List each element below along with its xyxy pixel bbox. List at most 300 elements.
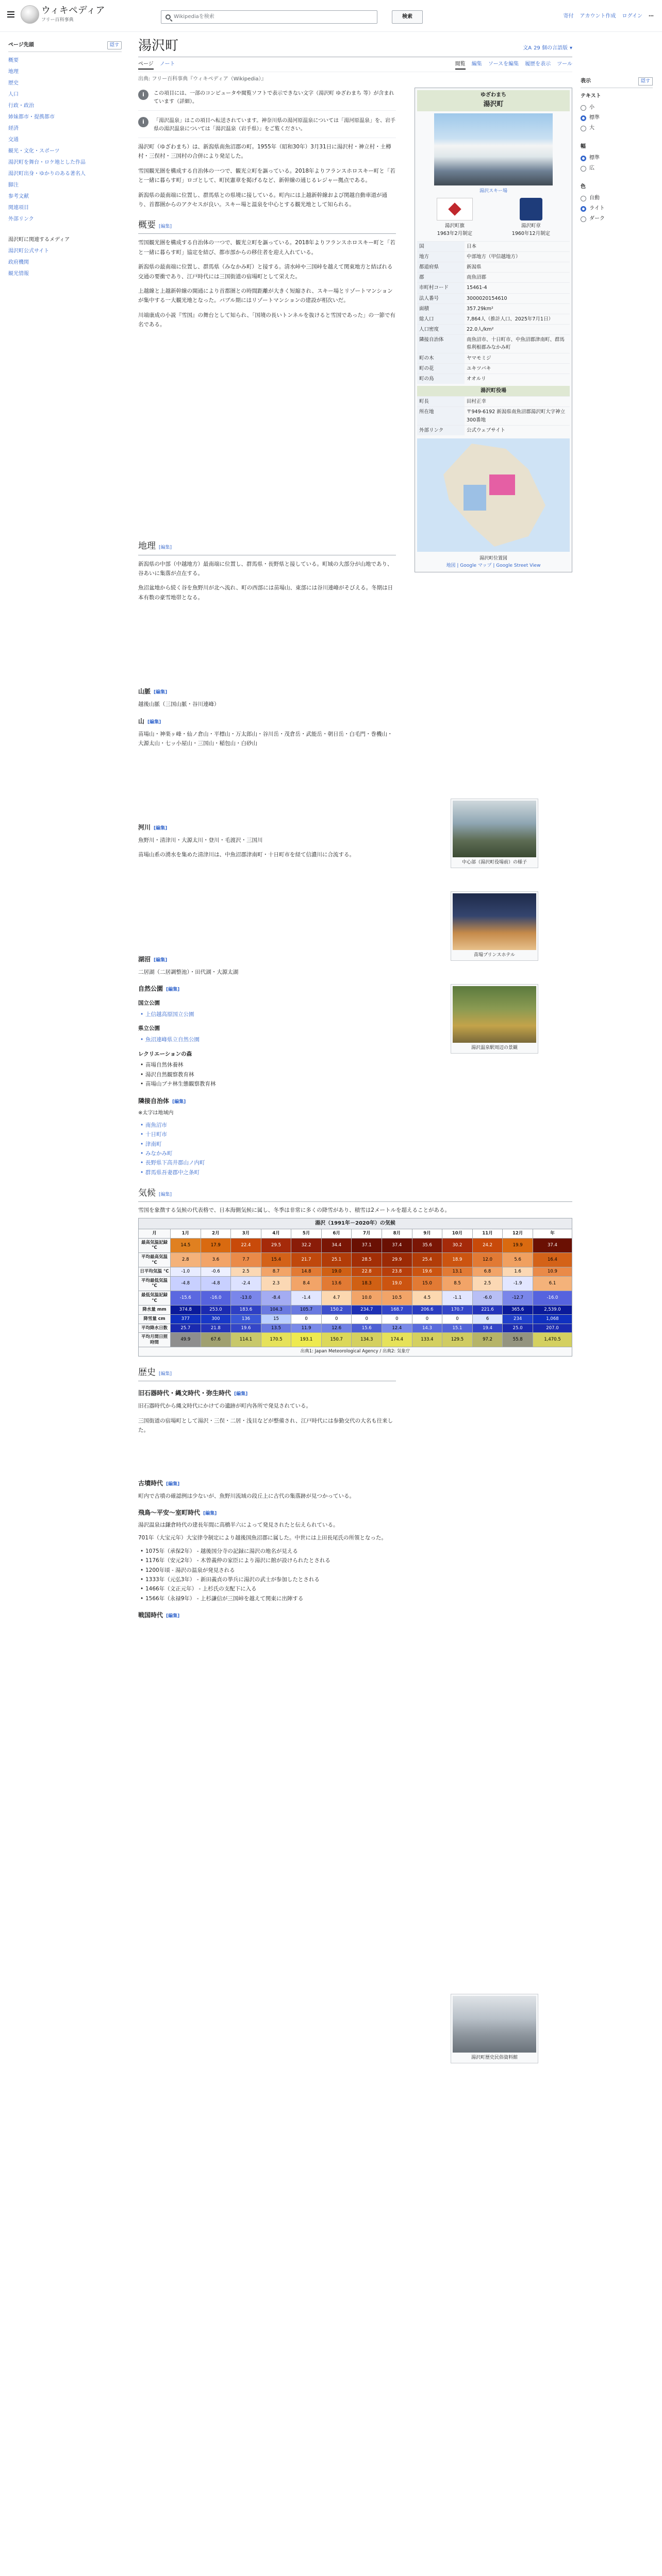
climate-cell: -0.6 bbox=[201, 1267, 231, 1277]
climate-cell: -12.7 bbox=[503, 1291, 533, 1306]
edit-link[interactable]: [編集] bbox=[159, 1371, 172, 1377]
climate-cell: 13.6 bbox=[321, 1276, 352, 1291]
infobox-key: 国 bbox=[417, 242, 465, 251]
climate-cell: 37.4 bbox=[382, 1238, 412, 1252]
width-standard[interactable] bbox=[581, 153, 653, 163]
climate-cell: 21.8 bbox=[201, 1324, 231, 1333]
toc-item[interactable]: 関連項目 bbox=[8, 205, 29, 211]
paragraph: 町内で古墳の確認例は少ないが、魚野川流域の段丘上に古代の集落跡が見つかっている。 bbox=[138, 1493, 355, 1499]
infobox-row bbox=[417, 241, 570, 251]
page-title: 湯沢町 bbox=[138, 38, 179, 54]
climate-source-row bbox=[139, 1347, 572, 1357]
climate-cell: 19.9 bbox=[503, 1238, 533, 1252]
radio-label: 小 bbox=[589, 105, 594, 111]
climate-row-label: 最低気温記録 °C bbox=[139, 1291, 171, 1306]
infobox-key: 町の鳥 bbox=[417, 374, 465, 384]
climate-row-label: 日平均気温 °C bbox=[139, 1267, 171, 1277]
wikipedia-logo-icon[interactable] bbox=[21, 5, 39, 24]
subsection-title: 隣接自治体 bbox=[138, 1097, 170, 1105]
infobox-key: 法人番号 bbox=[417, 294, 465, 303]
logo-title: ウィキペディア bbox=[41, 5, 105, 16]
section-title: 概要 bbox=[138, 220, 156, 231]
office-title: 湯沢町役場 bbox=[417, 386, 570, 396]
climate-cell: -1.9 bbox=[503, 1276, 533, 1291]
climate-cell: 19.4 bbox=[472, 1324, 503, 1333]
neighbors-list bbox=[138, 1121, 396, 1177]
main-content bbox=[138, 37, 572, 2060]
flag-date: 1963年2月制定 bbox=[437, 231, 473, 237]
color-auto[interactable] bbox=[581, 193, 653, 204]
figure bbox=[451, 1994, 538, 2063]
infobox-value: 新潟県 bbox=[467, 264, 482, 270]
climate-cell: 1.6 bbox=[503, 1267, 533, 1277]
radio-icon bbox=[581, 166, 586, 172]
climate-row-label: 降水量 mm bbox=[139, 1306, 171, 1315]
edit-link[interactable]: [編集] bbox=[159, 1192, 172, 1198]
edit-link[interactable]: [編集] bbox=[203, 1511, 217, 1517]
spacer bbox=[138, 1440, 396, 1471]
edit-link[interactable]: [編集] bbox=[154, 690, 168, 696]
park-link[interactable]: • 魚沼連峰県立自然公園 bbox=[145, 1035, 396, 1044]
menu-icon[interactable] bbox=[7, 11, 14, 18]
more-icon[interactable]: ⋯ bbox=[649, 13, 654, 19]
climate-cell: 14.8 bbox=[291, 1267, 322, 1277]
search-input[interactable] bbox=[161, 10, 377, 24]
neighbor-link[interactable]: • 南魚沼市 bbox=[145, 1121, 396, 1130]
radio-label: 大 bbox=[589, 125, 594, 131]
climate-month-header: 11月 bbox=[472, 1229, 503, 1239]
infobox-value: 南魚沼市、十日町市、中魚沼郡津南町、群馬県利根郡みなかみ町 bbox=[467, 337, 565, 351]
climate-cell: 10.5 bbox=[382, 1291, 412, 1306]
climate-cell: 21.7 bbox=[291, 1252, 322, 1267]
subsection-kofun bbox=[138, 1479, 396, 1488]
language-count: 29 個の言語版 bbox=[534, 45, 568, 51]
climate-cell: 1,068 bbox=[533, 1314, 572, 1324]
toc-item[interactable]: 地理 bbox=[8, 69, 19, 75]
subsection-title: 河川 bbox=[138, 823, 151, 831]
infobox-value: オオルリ bbox=[467, 376, 486, 382]
climate-caption: 湯沢（1991年－2020年）の気候 bbox=[138, 1218, 572, 1229]
climate-cell: 35.6 bbox=[412, 1238, 442, 1252]
neighbor-link[interactable]: • 津南町 bbox=[145, 1140, 396, 1149]
toc-hide-button[interactable]: 隠す bbox=[107, 41, 122, 49]
edit-link[interactable]: [編集] bbox=[159, 545, 172, 551]
climate-month-header: 12月 bbox=[503, 1229, 533, 1239]
toc-header bbox=[8, 41, 122, 52]
climate-cell: 2.5 bbox=[231, 1267, 261, 1277]
infobox-key: 都道府県 bbox=[417, 262, 465, 272]
tab-edit[interactable]: 編集 bbox=[471, 61, 482, 67]
appearance-panel bbox=[581, 77, 653, 233]
login-link[interactable]: ログイン bbox=[622, 13, 642, 19]
climate-month-header: 1月 bbox=[171, 1229, 201, 1239]
flag-label: 湯沢町旗 bbox=[444, 223, 465, 229]
color-title: 色 bbox=[581, 184, 586, 190]
toc-item[interactable]: 脚注 bbox=[8, 182, 19, 189]
climate-cell: 300 bbox=[201, 1314, 231, 1324]
climate-cell: -8.4 bbox=[261, 1291, 291, 1306]
climate-cell: 24.2 bbox=[472, 1238, 503, 1252]
climate-cell: 0 bbox=[412, 1314, 442, 1324]
create-account-link[interactable]: アカウント作成 bbox=[580, 13, 616, 19]
width-wide[interactable] bbox=[581, 163, 653, 174]
paragraph: 魚野川・清津川・大源太川・登川・毛渡沢・三国川 bbox=[138, 837, 263, 843]
color-light[interactable] bbox=[581, 204, 653, 214]
town-center-image[interactable] bbox=[453, 801, 536, 857]
donate-link[interactable]: 寄付 bbox=[563, 13, 574, 19]
text-size-title: テキスト bbox=[581, 93, 601, 99]
radio-selected-icon bbox=[581, 206, 586, 212]
edit-link[interactable]: [編集] bbox=[166, 1481, 180, 1487]
history-column bbox=[138, 1366, 396, 1501]
edit-link[interactable]: [編集] bbox=[154, 957, 168, 963]
climate-cell: 193.1 bbox=[291, 1333, 322, 1347]
infobox-row bbox=[417, 334, 570, 352]
section-climate bbox=[138, 1187, 572, 1202]
infobox-row bbox=[417, 282, 570, 293]
climate-cell: 22.8 bbox=[352, 1267, 382, 1277]
neighbors-note: ※太字は地域内 bbox=[138, 1110, 174, 1116]
infobox-value: 中部地方（甲信越地方） bbox=[467, 253, 521, 260]
museum-image[interactable] bbox=[453, 1996, 536, 2053]
text-size-large[interactable] bbox=[581, 123, 653, 133]
infobox-value: 3000020154610 bbox=[467, 295, 507, 301]
text-size-small[interactable] bbox=[581, 103, 653, 113]
climate-cell: 365.6 bbox=[503, 1306, 533, 1315]
infobox-key: 面積 bbox=[417, 304, 465, 314]
climate-cell: 0 bbox=[442, 1314, 473, 1324]
paragraph: 越後山脈（三国山脈・谷川連峰） bbox=[138, 701, 220, 708]
climate-cell: -6.0 bbox=[472, 1291, 503, 1306]
spacer bbox=[138, 334, 396, 530]
page-tabs bbox=[138, 60, 572, 72]
paragraph: 苗場山系の湧水を集めた清津川は、中魚沼郡津南町・十日町市を経て信濃川に合流する。 bbox=[138, 852, 355, 858]
paragraph: 二居湖（二居調整池）・田代湖・大源太湖 bbox=[138, 969, 239, 975]
subsection-title: 戦国時代 bbox=[138, 1612, 163, 1619]
radio-label: 標準 bbox=[589, 115, 600, 121]
intro-paragraph: 湯沢町（ゆざわまち）は、新潟県南魚沼郡の町。1955年（昭和30年）3月31日に湯沢村・神立村・土樽村・三俣村・三国村の合併により発足した。 bbox=[138, 144, 391, 160]
title-row bbox=[138, 37, 572, 57]
hotel-image[interactable] bbox=[453, 893, 536, 950]
infobox-value: 公式ウェブサイト bbox=[467, 427, 505, 433]
edit-link[interactable]: [編集] bbox=[159, 224, 172, 230]
toc-item[interactable]: 湯沢町を舞台・ロケ地とした作品 bbox=[8, 160, 86, 166]
edit-link[interactable]: [編集] bbox=[147, 719, 161, 725]
climate-month-header: 10月 bbox=[442, 1229, 473, 1239]
figure bbox=[451, 891, 538, 961]
map-land bbox=[438, 444, 551, 547]
climate-cell: -1.0 bbox=[171, 1267, 201, 1277]
climate-row-label: 平均最高気温 °C bbox=[139, 1252, 171, 1267]
subsection-title: 旧石器時代・縄文時代・弥生時代 bbox=[138, 1389, 231, 1397]
infobox-row bbox=[417, 251, 570, 262]
infobox-row bbox=[417, 262, 570, 272]
paragraph: 旧石器時代から縄文時代にかけての遺跡が町内各所で発見されている。 bbox=[138, 1403, 311, 1410]
climate-source: 出典1: Japan Meteorological Agency / 出典2: 気象庁 bbox=[139, 1347, 572, 1357]
climate-cell: 207.0 bbox=[533, 1324, 572, 1333]
paragraph: 三国街道の宿場町として湯沢・三俣・二居・浅貝などが整備され、江戸時代には参勤交代の大名も往来した。 bbox=[138, 1417, 393, 1434]
appearance-header bbox=[581, 77, 653, 88]
tab-read[interactable]: 閲覧 bbox=[455, 60, 466, 70]
town-flag-icon[interactable] bbox=[437, 198, 473, 221]
national-park-heading: 国立公園 bbox=[138, 1000, 160, 1007]
neighbor-link[interactable]: • 長野県下高井郡山ノ内町 bbox=[145, 1158, 396, 1167]
climate-cell: 136 bbox=[231, 1314, 261, 1324]
climate-cell: 19.0 bbox=[321, 1267, 352, 1277]
climate-row-label: 平均降水日数 bbox=[139, 1324, 171, 1333]
climate-cell: 150.2 bbox=[321, 1306, 352, 1315]
infobox-row bbox=[417, 272, 570, 282]
infobox-key: 地方 bbox=[417, 252, 465, 262]
paragraph: 新潟県の中部（中越地方）最南端に位置し、群馬県・長野県と接している。町域の大部分が山地であり、谷あいに集落が点在する。 bbox=[138, 561, 393, 577]
radio-label: ライト bbox=[589, 206, 605, 212]
climate-cell: 34.4 bbox=[321, 1238, 352, 1252]
climate-cell: 55.8 bbox=[503, 1333, 533, 1347]
subsection-sengoku bbox=[138, 1611, 572, 1620]
figure-caption: 中心部（湯沢町役場前）の様子 bbox=[461, 860, 527, 865]
climate-cell: 25.0 bbox=[503, 1324, 533, 1333]
climate-cell: 105.7 bbox=[291, 1306, 322, 1315]
timeline-item: • 1200年頃 - 湯沢の温泉が発見される bbox=[145, 1566, 572, 1575]
climate-cell: 5.6 bbox=[503, 1252, 533, 1267]
infobox-value: ユキツバキ bbox=[467, 365, 491, 371]
logo-subtitle: フリー百科事典 bbox=[41, 18, 74, 23]
climate-cell: 13.5 bbox=[261, 1324, 291, 1333]
climate-cell: -16.0 bbox=[533, 1291, 572, 1306]
infobox-key: 町長 bbox=[417, 397, 465, 406]
climate-cell: 170.5 bbox=[261, 1333, 291, 1347]
climate-cell: 15 bbox=[261, 1314, 291, 1324]
climate-cell: 170.7 bbox=[442, 1306, 473, 1315]
toc-item[interactable]: 歴史 bbox=[8, 80, 19, 87]
climate-row bbox=[139, 1267, 572, 1277]
section-overview bbox=[138, 218, 396, 234]
infobox-value: 田村正幸 bbox=[467, 399, 487, 405]
climate-cell: 15.6 bbox=[352, 1324, 382, 1333]
infobox-key: 隣接自治体 bbox=[417, 335, 465, 352]
climate-cell: 4.7 bbox=[321, 1291, 352, 1306]
climate-cell: 12.6 bbox=[321, 1324, 352, 1333]
wikipedia-wordmark[interactable] bbox=[41, 5, 105, 24]
climate-month-header: 月 bbox=[139, 1229, 171, 1239]
radio-icon bbox=[581, 126, 586, 131]
top-bar bbox=[0, 0, 662, 32]
subsection-medieval bbox=[138, 1508, 572, 1518]
infobox-key: 郡 bbox=[417, 273, 465, 282]
color-dark[interactable] bbox=[581, 214, 653, 224]
climate-cell: -4.8 bbox=[201, 1276, 231, 1291]
table-of-contents bbox=[8, 41, 122, 280]
climate-month-header: 9月 bbox=[412, 1229, 442, 1239]
paragraph: 雪国観光圏を構成する自治体の一つで、観光立町を謳っている。2018年よりフランスホロスキー町と「若と一緒に暮らす町」協定を結び、都市部からの移住者を迎え入れている。 bbox=[138, 240, 395, 256]
climate-row bbox=[139, 1291, 572, 1306]
tab-talk[interactable]: ノート bbox=[159, 61, 175, 67]
page-source-line: 出典: フリー百科事典『ウィキペディア（Wikipedia）』 bbox=[138, 76, 267, 82]
climate-month-header: 4月 bbox=[261, 1229, 291, 1239]
article-column bbox=[138, 88, 396, 1177]
figure bbox=[451, 799, 538, 868]
seal-date: 1960年12月制定 bbox=[511, 231, 551, 237]
infobox-key: 外部リンク bbox=[417, 426, 465, 435]
national-park-list bbox=[138, 1010, 396, 1019]
map-links[interactable]: 地図 | Google マップ | Google Street View bbox=[446, 563, 541, 569]
translate-icon: 文A bbox=[523, 45, 532, 51]
infobox-value: 日本 bbox=[467, 243, 477, 249]
emblems bbox=[417, 198, 570, 238]
climate-cell: 6.1 bbox=[533, 1276, 572, 1291]
climate-cell: 10.9 bbox=[533, 1267, 572, 1277]
toc-item[interactable]: 人口 bbox=[8, 92, 19, 98]
climate-cell: 17.9 bbox=[201, 1238, 231, 1252]
climate-cell: 18.9 bbox=[442, 1252, 473, 1267]
climate-cell: 1,470.5 bbox=[533, 1333, 572, 1347]
climate-cell: 15.0 bbox=[412, 1276, 442, 1291]
climate-row bbox=[139, 1306, 572, 1315]
radio-icon bbox=[581, 216, 586, 222]
edit-link[interactable]: [編集] bbox=[166, 987, 180, 993]
edit-link[interactable]: [編集] bbox=[166, 1614, 180, 1619]
toc-item[interactable]: 観光・文化・スポーツ bbox=[8, 148, 60, 155]
edit-link[interactable]: [編集] bbox=[234, 1392, 248, 1397]
neighbor-link[interactable]: • みなかみ町 bbox=[145, 1149, 396, 1158]
neighbor-link[interactable]: • 十日町市 bbox=[145, 1130, 396, 1139]
paragraph: 苗場山・神楽ヶ峰・仙ノ倉山・平標山・万太郎山・谷川岳・茂倉岳・武能岳・朝日岳・白毛門・巻機山・大源太山・七ッ小屋山・三国山・稲包山・白砂山 bbox=[138, 731, 393, 747]
subsection-title: 山 bbox=[138, 717, 145, 725]
paragraph: 魚沼盆地から続く谷を魚野川が北へ流れ、町の西部には苗場山、東部には谷川連峰がそびえる。冬期は日本有数の豪雪地帯となる。 bbox=[138, 585, 393, 601]
climate-cell: 221.6 bbox=[472, 1306, 503, 1315]
climate-cell: 0 bbox=[291, 1314, 322, 1324]
toc-item[interactable]: 交通 bbox=[8, 137, 19, 143]
toc-item[interactable]: 経済 bbox=[8, 126, 19, 132]
paragraph: 雪国を象徴する気候の代表格で、日本海側気候に属し、冬季は非常に多くの降雪があり、積雪は2メートルを超えることがある。 bbox=[138, 1207, 450, 1214]
medieval-block bbox=[138, 1508, 572, 1620]
climate-cell: 29.5 bbox=[261, 1238, 291, 1252]
recreation-heading: レクリエーションの森 bbox=[138, 1050, 192, 1057]
related-link[interactable]: 観光情報 bbox=[8, 271, 29, 277]
infobox-value: 357.29km² bbox=[467, 306, 493, 312]
redirect-text: 「湯沢温泉」はこの項目へ転送されています。神奈川県の湯河原温泉については「湯河原温泉」を、岩手県の湯沢温泉については「湯沢温泉（岩手県）」をご覧ください。 bbox=[154, 118, 395, 132]
climate-cell: -4.8 bbox=[171, 1276, 201, 1291]
intro-paragraph: 新潟県の最南端に位置し、群馬県との県境に接している。町内には上越新幹線および関越自動車道が通り、首都圏からのアクセスが良い。スキー場と温泉を中心とする観光地として知られる。 bbox=[138, 192, 387, 208]
toc-item[interactable]: 湯沢町出身・ゆかりのある著名人 bbox=[8, 171, 86, 177]
infobox-key: 人口密度 bbox=[417, 325, 465, 334]
climate-cell: 7.7 bbox=[231, 1252, 261, 1267]
location-map[interactable] bbox=[417, 438, 570, 552]
subsection-title: 飛鳥～平安～室町時代 bbox=[138, 1509, 201, 1517]
edit-link[interactable]: [編集] bbox=[154, 825, 168, 831]
climate-cell: 174.4 bbox=[382, 1333, 412, 1347]
climate-cell: 25.7 bbox=[171, 1324, 201, 1333]
tab-page[interactable]: ページ bbox=[138, 60, 154, 70]
infobox-row bbox=[417, 406, 570, 425]
subsection-title: 湖沼 bbox=[138, 955, 151, 963]
toc-list bbox=[8, 55, 122, 225]
related-media bbox=[8, 234, 122, 280]
climate-cell: 114.1 bbox=[231, 1333, 261, 1347]
info-icon: i bbox=[138, 117, 148, 127]
notice-text: この項目には、一部のコンピュータや閲覧ソフトで表示できない文字（湯沢町 ゆざわまち 等）が含まれています（詳細）。 bbox=[154, 91, 394, 105]
park-link[interactable]: • 上信越高原国立公園 bbox=[145, 1010, 396, 1019]
climate-cell: 16.4 bbox=[533, 1252, 572, 1267]
climate-cell: -15.6 bbox=[171, 1291, 201, 1306]
toc-item[interactable]: 参考文献 bbox=[8, 194, 29, 200]
edit-link[interactable]: [編集] bbox=[172, 1099, 186, 1105]
tab-edit-source[interactable]: ソースを編集 bbox=[488, 61, 519, 67]
radio-label: 標準 bbox=[589, 155, 600, 161]
search-button[interactable]: 検索 bbox=[392, 10, 423, 24]
climate-month-header: 5月 bbox=[291, 1229, 322, 1239]
flag-mark bbox=[448, 202, 461, 215]
paragraph: 上越線と上越新幹線の開通により首都圏との時間距離が大きく短縮され、スキー場とリゾートマンションが集中する一大観光地となった。バブル期にはリゾートマンションの建設が相次いだ。 bbox=[138, 287, 393, 304]
appearance-hide-button[interactable]: 隠す bbox=[638, 77, 653, 86]
figure-caption: 湯沢町歴史民俗資料館 bbox=[471, 2055, 518, 2060]
toc-item[interactable]: 外部リンク bbox=[8, 216, 34, 223]
toc-item[interactable]: 行政・政治 bbox=[8, 103, 34, 109]
subsection-title: 山脈 bbox=[138, 688, 151, 696]
office-rows bbox=[417, 396, 570, 435]
language-button[interactable] bbox=[523, 44, 572, 53]
toc-item[interactable]: 姉妹都市・提携都市 bbox=[8, 114, 55, 121]
climate-table bbox=[138, 1218, 572, 1357]
width-group bbox=[581, 143, 653, 174]
town-seal-icon[interactable] bbox=[520, 198, 542, 221]
radio-icon bbox=[581, 196, 586, 201]
radio-selected-icon bbox=[581, 156, 586, 161]
climate-month-header: 3月 bbox=[231, 1229, 261, 1239]
climate-cell: 4.5 bbox=[412, 1291, 442, 1306]
climate-cell: 25.4 bbox=[412, 1252, 442, 1267]
prefectural-park-list bbox=[138, 1035, 396, 1044]
tab-tools[interactable]: ツール bbox=[557, 61, 572, 67]
climate-month-header: 年 bbox=[533, 1229, 572, 1239]
search-icon bbox=[166, 14, 171, 20]
image-caption[interactable]: 湯沢スキー場 bbox=[479, 188, 507, 194]
chevron-down-icon: ▾ bbox=[569, 45, 572, 51]
toc-item[interactable]: 概要 bbox=[8, 58, 19, 64]
climate-row bbox=[139, 1324, 572, 1333]
figure-caption: 湯沢温泉駅周辺の景観 bbox=[471, 1045, 518, 1050]
infobox-value: 22.0人/km² bbox=[467, 327, 494, 333]
map-region bbox=[464, 485, 486, 511]
climate-cell: 97.2 bbox=[472, 1333, 503, 1347]
infobox-key: 所在地 bbox=[417, 407, 465, 425]
infobox-title: 湯沢町 bbox=[483, 100, 504, 108]
infobox-kana: ゆざわまち bbox=[481, 92, 506, 98]
climate-cell: 3.6 bbox=[201, 1252, 231, 1267]
neighbor-link[interactable]: • 群馬県吾妻郡中之条町 bbox=[145, 1168, 396, 1177]
scenery-image[interactable] bbox=[453, 986, 536, 1043]
climate-cell: 22.4 bbox=[231, 1238, 261, 1252]
ski-resort-image[interactable] bbox=[434, 113, 553, 185]
climate-cell: 2.5 bbox=[472, 1276, 503, 1291]
infobox-value: ヤマモミジ bbox=[467, 355, 491, 361]
climate-cell: 150.7 bbox=[321, 1333, 352, 1347]
climate-cell: 8.7 bbox=[261, 1267, 291, 1277]
related-link[interactable]: 湯沢町公式サイト bbox=[8, 248, 49, 255]
info-icon: i bbox=[138, 90, 148, 100]
infobox-row bbox=[417, 353, 570, 363]
section-title: 気候 bbox=[138, 1188, 156, 1199]
text-size-standard[interactable] bbox=[581, 113, 653, 123]
related-link[interactable]: 政府機関 bbox=[8, 260, 29, 266]
section-history bbox=[138, 1366, 396, 1381]
radio-icon bbox=[581, 105, 586, 111]
climate-cell: 12.0 bbox=[472, 1252, 503, 1267]
climate-cell: 12.4 bbox=[382, 1324, 412, 1333]
climate-cell: 0 bbox=[382, 1314, 412, 1324]
tab-history[interactable]: 履歴を表示 bbox=[525, 61, 551, 67]
section-geography bbox=[138, 539, 396, 555]
